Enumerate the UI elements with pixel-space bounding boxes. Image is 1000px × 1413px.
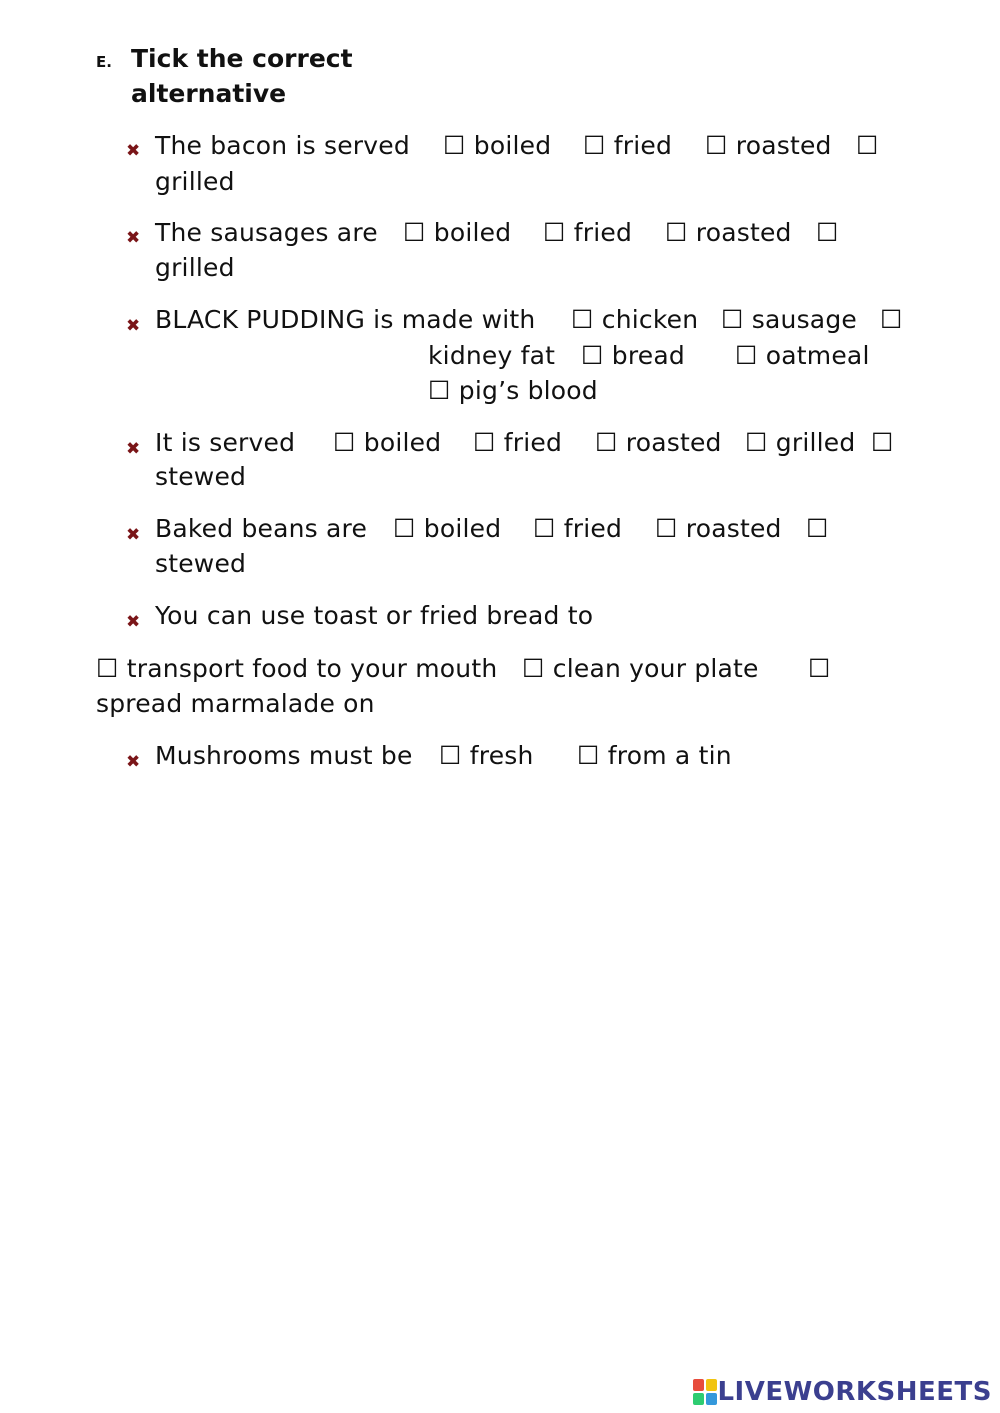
- question-it-is-served-prompt: It is served: [155, 428, 296, 457]
- question-mushrooms-prompt: Mushrooms must be: [155, 741, 413, 770]
- option-sausages-fried[interactable]: ☐ fried: [543, 215, 632, 250]
- option-pudding-kidney-fat-label: kidney fat: [428, 341, 556, 370]
- checkbox[interactable]: ☐: [745, 428, 768, 457]
- checkbox[interactable]: ☐: [473, 428, 496, 457]
- checkbox-pudding-kidney-fat[interactable]: ☐: [880, 305, 903, 334]
- option-toast-transport[interactable]: ☐ transport food to your mouth: [96, 651, 497, 686]
- checkbox[interactable]: ☐: [522, 654, 545, 683]
- option-sausages-grilled-label: grilled: [155, 253, 235, 282]
- checkbox[interactable]: ☐: [735, 341, 758, 370]
- checkbox[interactable]: ☐: [721, 305, 744, 334]
- liveworksheets-logo-icon: [693, 1379, 717, 1405]
- checkbox-sausages-grilled[interactable]: ☐: [816, 218, 839, 247]
- checkbox[interactable]: ☐: [571, 305, 594, 334]
- checkbox[interactable]: ☐: [577, 741, 600, 770]
- exercise-title-line2: alternative: [131, 79, 287, 108]
- checkbox[interactable]: ☐: [665, 218, 688, 247]
- option-pudding-pigs-blood[interactable]: ☐ pig’s blood: [428, 373, 598, 408]
- checkbox[interactable]: ☐: [428, 376, 451, 405]
- option-bacon-grilled-label: grilled: [155, 167, 235, 196]
- option-served-fried[interactable]: ☐ fried: [473, 425, 562, 460]
- checkbox[interactable]: ☐: [581, 341, 604, 370]
- checkbox[interactable]: ☐: [96, 654, 119, 683]
- checkbox[interactable]: ☐: [655, 514, 678, 543]
- checkbox-served-stewed[interactable]: ☐: [871, 428, 894, 457]
- option-bacon-boiled[interactable]: ☐ boiled: [443, 128, 551, 163]
- option-served-grilled[interactable]: ☐ grilled: [745, 425, 855, 460]
- x-mark-icon: ✖: [126, 612, 141, 632]
- question-toast-prompt: You can use toast or fried bread to: [155, 601, 594, 630]
- checkbox-beans-stewed[interactable]: ☐: [806, 514, 829, 543]
- option-mushrooms-fresh[interactable]: ☐ fresh: [439, 738, 534, 773]
- exercise-letter: E.: [96, 53, 112, 71]
- option-bacon-roasted[interactable]: ☐ roasted: [705, 128, 832, 163]
- option-toast-spread-label: spread marmalade on: [96, 689, 375, 718]
- checkbox-toast-spread[interactable]: ☐: [808, 654, 831, 683]
- option-pudding-sausage[interactable]: ☐ sausage: [721, 302, 857, 337]
- x-mark-icon: ✖: [126, 525, 141, 545]
- question-black-pudding-prompt: BLACK PUDDING is made with: [155, 305, 536, 334]
- option-sausages-roasted[interactable]: ☐ roasted: [665, 215, 792, 250]
- option-pudding-oatmeal[interactable]: ☐ oatmeal: [735, 338, 870, 373]
- option-bacon-fried[interactable]: ☐ fried: [583, 128, 672, 163]
- liveworksheets-logo: [693, 1377, 992, 1407]
- x-mark-icon: ✖: [126, 228, 141, 248]
- x-mark-icon: ✖: [126, 439, 141, 459]
- checkbox[interactable]: ☐: [705, 131, 728, 160]
- option-served-roasted[interactable]: ☐ roasted: [595, 425, 722, 460]
- checkbox[interactable]: ☐: [443, 131, 466, 160]
- option-pudding-bread[interactable]: ☐ bread: [581, 338, 685, 373]
- checkbox[interactable]: ☐: [543, 218, 566, 247]
- option-mushrooms-tin[interactable]: ☐ from a tin: [577, 738, 732, 773]
- checkbox[interactable]: ☐: [333, 428, 356, 457]
- checkbox[interactable]: ☐: [583, 131, 606, 160]
- option-toast-clean-plate[interactable]: ☐ clean your plate: [522, 651, 759, 686]
- checkbox[interactable]: ☐: [595, 428, 618, 457]
- option-beans-fried[interactable]: ☐ fried: [533, 511, 622, 546]
- option-served-stewed-label: stewed: [155, 462, 247, 491]
- option-sausages-boiled[interactable]: ☐ boiled: [403, 215, 511, 250]
- option-beans-boiled[interactable]: ☐ boiled: [393, 511, 501, 546]
- checkbox[interactable]: ☐: [393, 514, 416, 543]
- x-mark-icon: ✖: [126, 316, 141, 336]
- exercise-title-line1: Tick the correct: [131, 44, 353, 73]
- checkbox[interactable]: ☐: [439, 741, 462, 770]
- liveworksheets-logo-text: LIVEWORKSHEETS: [717, 1377, 992, 1407]
- checkbox-bacon-grilled[interactable]: ☐: [856, 131, 879, 160]
- question-sausages-prompt: The sausages are: [155, 218, 378, 247]
- option-beans-stewed-label: stewed: [155, 549, 247, 578]
- option-served-boiled[interactable]: ☐ boiled: [333, 425, 441, 460]
- question-baked-beans-prompt: Baked beans are: [155, 514, 368, 543]
- x-mark-icon: ✖: [126, 141, 141, 161]
- checkbox[interactable]: ☐: [403, 218, 426, 247]
- x-mark-icon: ✖: [126, 752, 141, 772]
- option-beans-roasted[interactable]: ☐ roasted: [655, 511, 782, 546]
- question-bacon-prompt: The bacon is served: [155, 131, 410, 160]
- checkbox[interactable]: ☐: [533, 514, 556, 543]
- option-pudding-chicken[interactable]: ☐ chicken: [571, 302, 698, 337]
